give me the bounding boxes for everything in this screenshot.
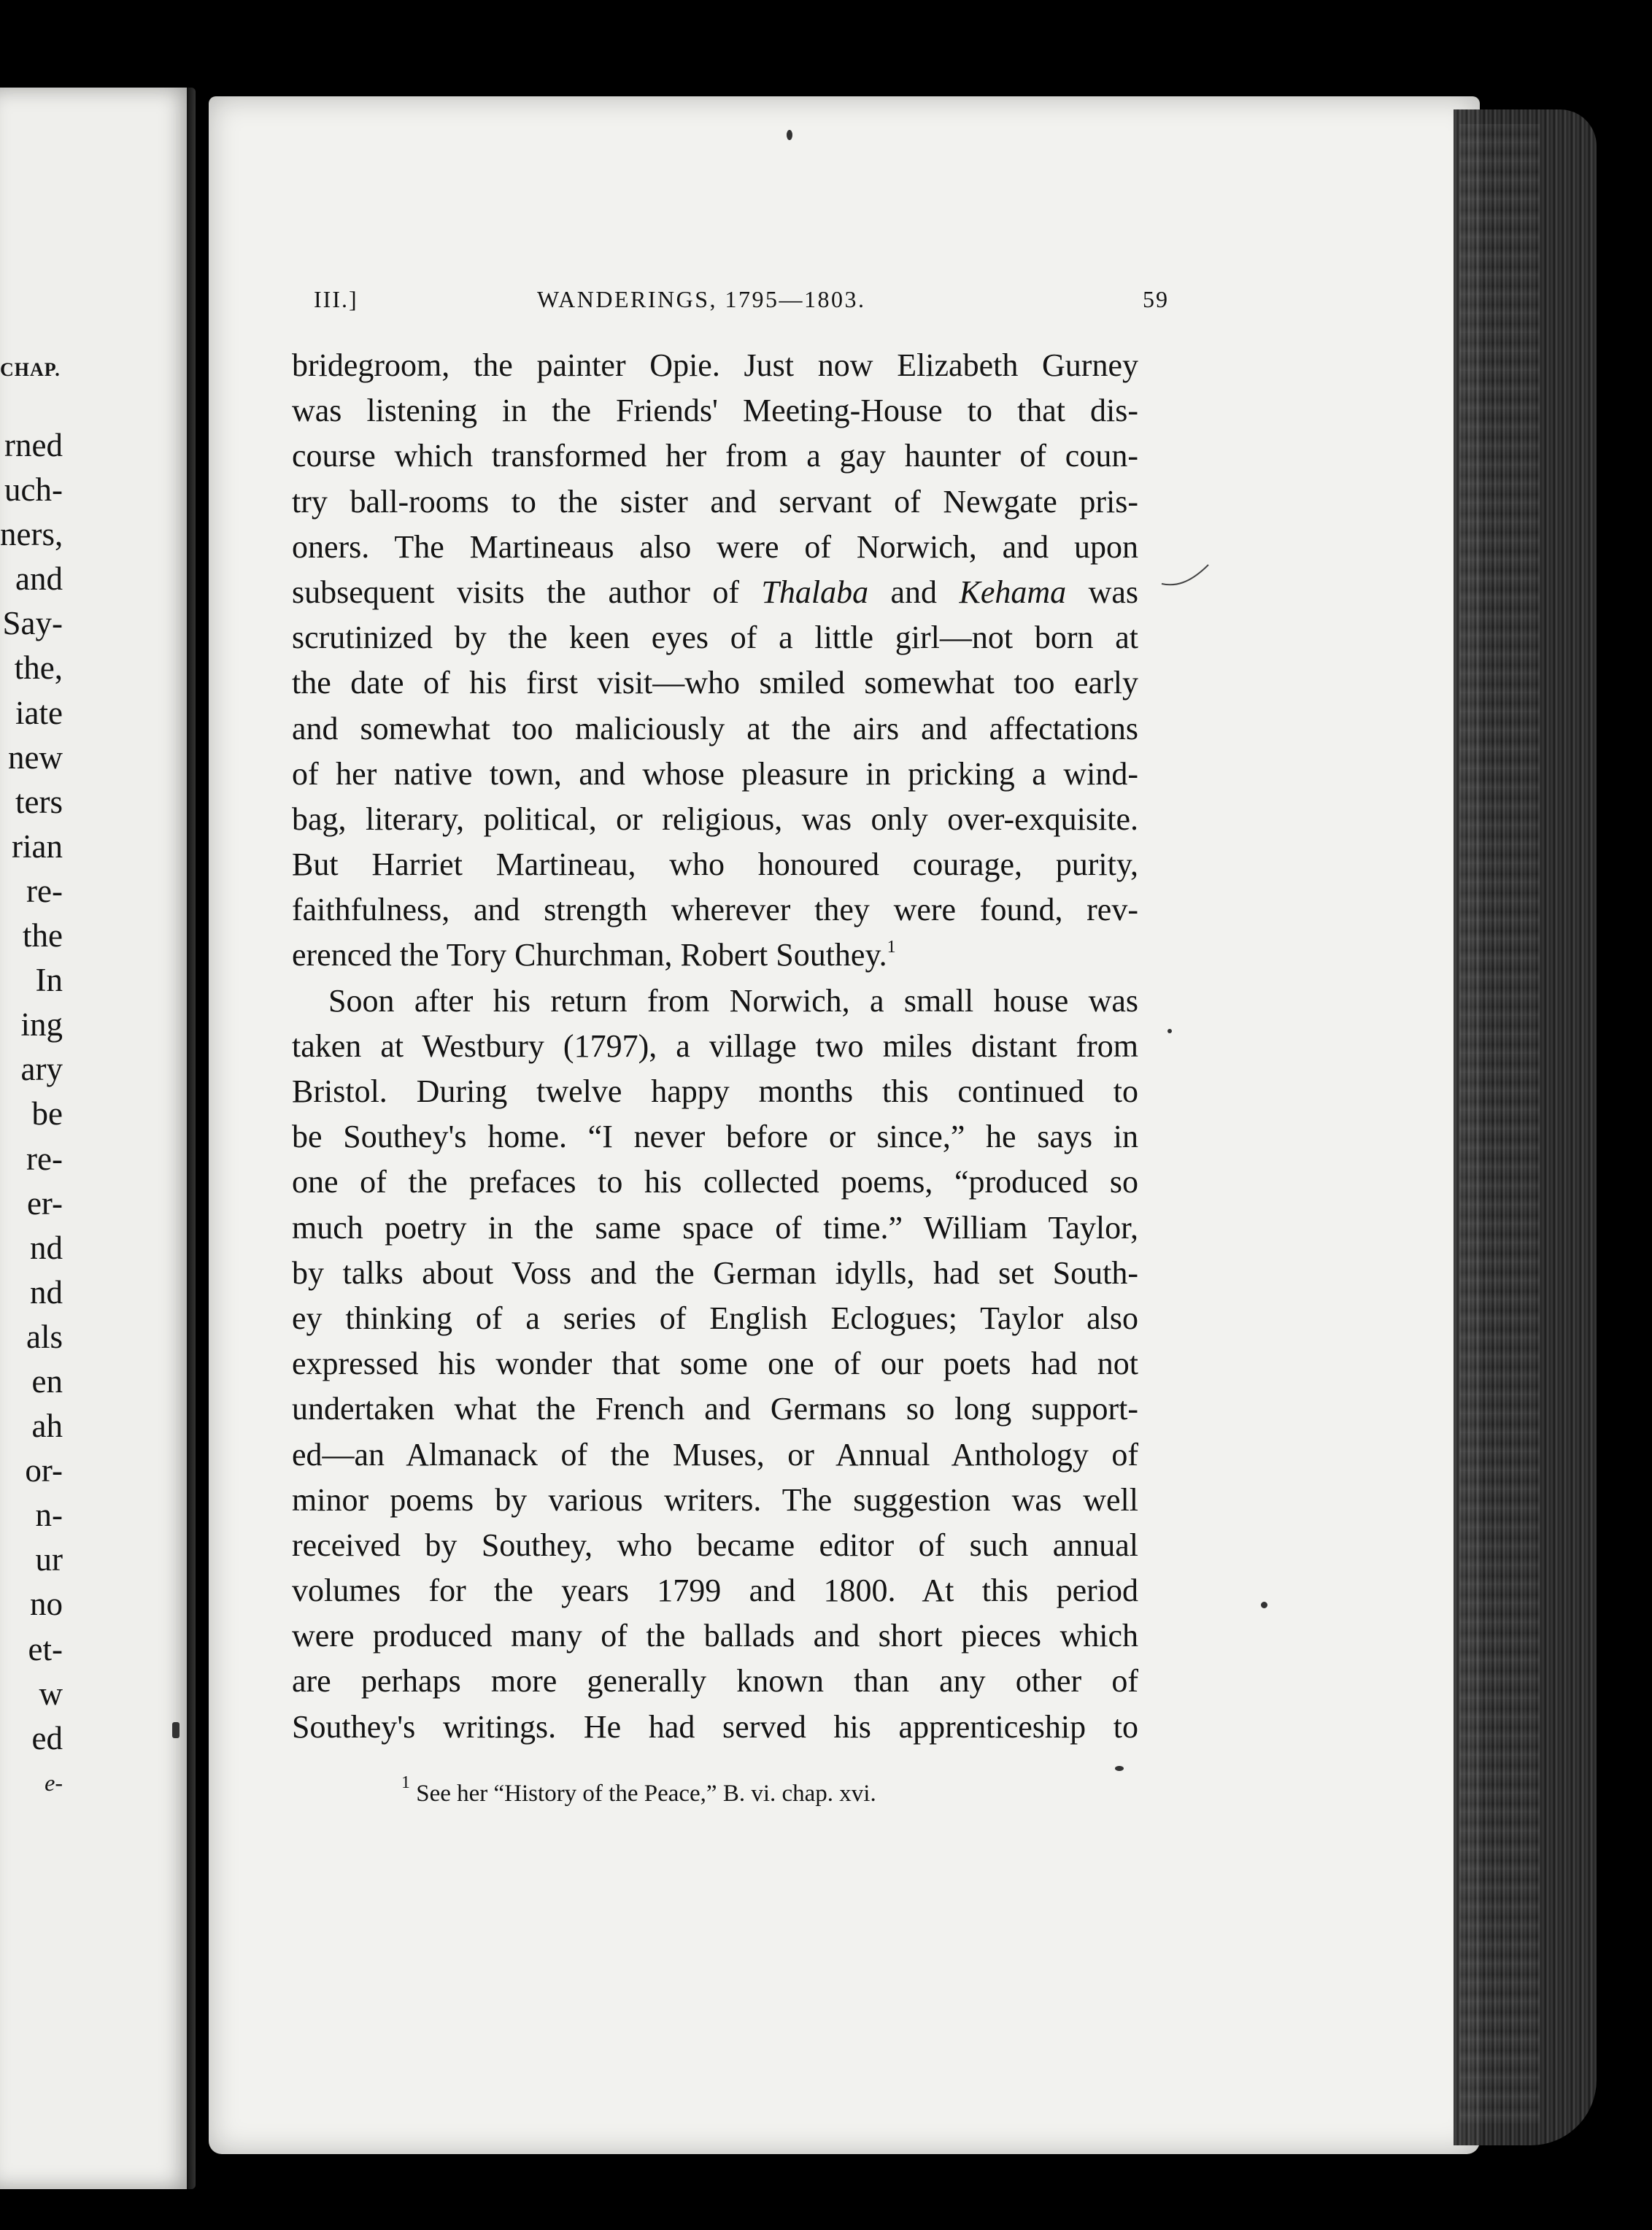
- margin-pencil-mark: [1160, 562, 1211, 591]
- left-line-fragment: and: [15, 560, 63, 598]
- body-text: [292, 343, 1138, 1750]
- left-line-fragment: ed: [31, 1719, 63, 1756]
- text-line: But Harriet Martineau, who honoured courage, purity,: [292, 846, 1138, 883]
- left-line-fragment: new: [8, 738, 63, 776]
- text-line: of her native town, and whose pleasure in pricking a wind-: [292, 755, 1138, 792]
- left-line-fragment: the,: [14, 649, 63, 687]
- left-line-fragment: et-: [28, 1630, 63, 1667]
- left-line-fragment: uch-: [4, 471, 63, 509]
- left-line-fragment: nd: [30, 1273, 63, 1311]
- text-line: Soon after his return from Norwich, a small house was: [328, 982, 1138, 1019]
- left-line-fragment: ary: [20, 1051, 63, 1088]
- ink-speck: [1115, 1766, 1124, 1771]
- left-line-fragment: ah: [31, 1408, 63, 1445]
- text-line: and somewhat too maliciously at the airs and affectations: [292, 710, 1138, 746]
- ink-speck: [1167, 1029, 1172, 1033]
- text-line: the date of his first visit—who smiled somewhat too early: [292, 665, 1138, 701]
- book-title-thalaba: Thalaba: [761, 574, 869, 610]
- text-line: bridegroom, the painter Opie. Just now Elizabeth Gurney: [292, 347, 1138, 383]
- left-line-fragment: re-: [26, 872, 63, 909]
- text-run: and: [868, 574, 960, 610]
- text-run: was: [1066, 574, 1138, 610]
- left-line-fragment: w: [39, 1675, 63, 1712]
- running-title: WANDERINGS, 1795—1803.: [537, 286, 866, 312]
- footnote-text: See her “History of the Peace,” B. vi. chap. xvi.: [416, 1780, 876, 1807]
- ink-speck: [787, 130, 792, 140]
- section-number: III.]: [314, 286, 358, 312]
- left-line-fragment: rned: [4, 427, 63, 463]
- text-line: expressed his wonder that some one of our poets had not: [292, 1346, 1138, 1382]
- left-line-fragment: Say-: [2, 605, 63, 642]
- text-line: faithfulness, and strength wherever they were found, rev-: [292, 892, 1138, 928]
- text-line: received by Southey, who became editor of such annual: [292, 1527, 1138, 1563]
- footnote: [401, 1773, 876, 1807]
- left-line-fragment: en: [31, 1362, 63, 1400]
- ink-speck: [172, 1722, 180, 1738]
- text-line: by talks about Voss and the German idylls, had set South-: [292, 1254, 1138, 1291]
- text-line: volumes for the years 1799 and 1800. At this period: [292, 1573, 1138, 1609]
- left-line-fragment: e-: [45, 1769, 63, 1796]
- text-line: bag, literary, political, or religious, was only over-exquisite.: [292, 800, 1138, 837]
- left-line-fragment: nd: [30, 1229, 63, 1266]
- left-line-fragment: or-: [25, 1452, 63, 1489]
- left-line-fragment: the: [23, 917, 63, 954]
- text-line: minor poems by various writers. The suggestion was well: [292, 1481, 1138, 1518]
- left-running-head: CHAP.: [0, 359, 61, 380]
- left-line-fragment: iate: [15, 694, 63, 731]
- book-title-kehama: Kehama: [959, 574, 1067, 610]
- left-line-fragment: ners,: [0, 516, 63, 553]
- page-edges-texture: [1459, 124, 1540, 2123]
- left-line-fragment: re-: [26, 1140, 63, 1177]
- left-line-fragment: no: [30, 1586, 63, 1623]
- text-line: one of the prefaces to his collected poems, “produced so: [292, 1164, 1138, 1200]
- text-line: ey thinking of a series of English Eclogues; Taylor also: [292, 1300, 1138, 1336]
- left-line-fragment: be: [31, 1095, 63, 1133]
- text-line: was listening in the Friends' Meeting-House to that dis-: [292, 393, 1138, 429]
- text-line: are perhaps more generally known than any other of: [292, 1663, 1138, 1699]
- text-line: much poetry in the same space of time.” William Taylor,: [292, 1209, 1138, 1246]
- footnote-reference: 1: [887, 938, 896, 957]
- left-line-fragment: rian: [12, 827, 63, 865]
- left-line-fragment: n-: [35, 1497, 63, 1534]
- left-line-fragment: ing: [20, 1006, 63, 1043]
- text-line: scrutinized by the keen eyes of a little girl—not born at: [292, 620, 1138, 656]
- left-page-fragment: [0, 88, 196, 2189]
- text-run: subsequent visits the author of: [292, 574, 762, 610]
- left-line-endings: [0, 423, 63, 1805]
- text-line: oners. The Martineaus also were of Norwich, and upon: [292, 528, 1138, 565]
- running-head: [314, 286, 1169, 323]
- left-line-fragment: ters: [15, 783, 63, 820]
- text-run: erenced the Tory Churchman, Robert Southey.: [292, 937, 887, 973]
- text-line: Bristol. During twelve happy months this continued to: [292, 1073, 1138, 1109]
- text-line: be Southey's home. “I never before or since,” he says in: [292, 1119, 1138, 1155]
- left-line-fragment: er-: [26, 1184, 63, 1222]
- text-line: ed—an Almanack of the Muses, or Annual Anthology of: [292, 1436, 1138, 1473]
- ink-speck: [1261, 1602, 1267, 1608]
- left-line-fragment: In: [35, 962, 63, 999]
- text-line: Southey's writings. He had served his apprenticeship to: [292, 1708, 1138, 1745]
- text-line: undertaken what the French and Germans so long support-: [292, 1391, 1138, 1427]
- text-line: [292, 570, 1138, 615]
- footnote-marker: 1: [401, 1773, 410, 1792]
- text-line: course which transformed her from a gay haunter of coun-: [292, 438, 1138, 474]
- text-line: taken at Westbury (1797), a village two miles distant from: [292, 1027, 1138, 1064]
- page-number: 59: [1143, 286, 1169, 312]
- left-line-fragment: ur: [35, 1541, 63, 1578]
- left-line-fragment: als: [26, 1318, 63, 1355]
- text-line: were produced many of the ballads and short pieces which: [292, 1618, 1138, 1654]
- text-line: try ball-rooms to the sister and servant of Newgate pris-: [292, 483, 1138, 520]
- text-line: [292, 933, 1138, 978]
